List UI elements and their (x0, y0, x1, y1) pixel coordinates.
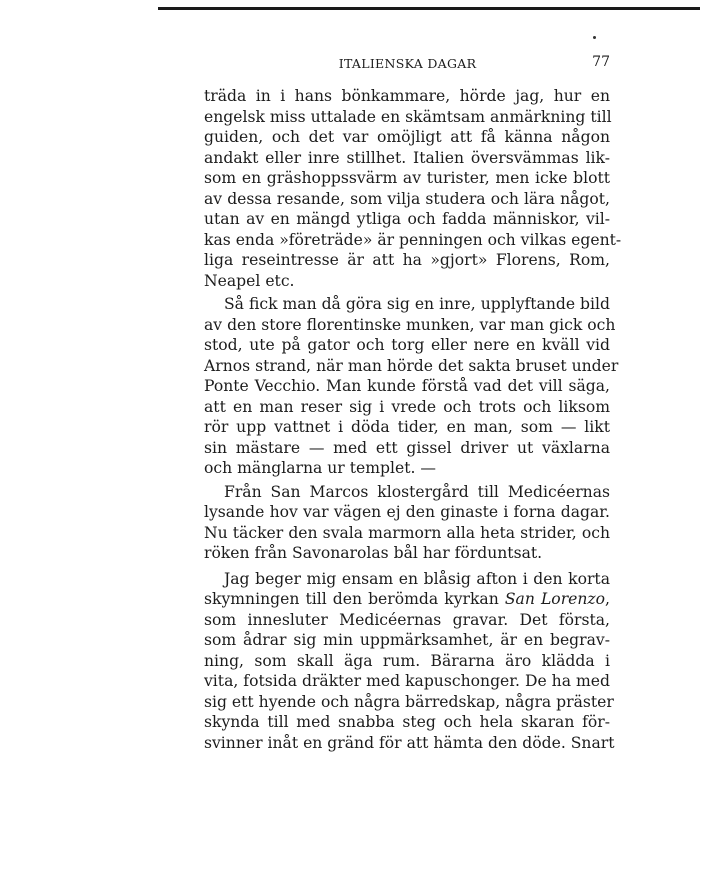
italic-church-name: San Lorenzo (504, 590, 606, 608)
text-line: som ådrar sig min uppmärksamhet, är en begrav- (204, 631, 610, 649)
text-line: skynda till med snabba steg och hela skaran för- (204, 713, 610, 731)
text-line: som en gräshoppssvärm av turister, men icke blott (204, 169, 610, 187)
text-line: engelsk miss uttalade en skämtsam anmärkning till (204, 107, 612, 126)
running-title: ITALIENSKA DAGAR (338, 56, 477, 71)
text-line: rör upp vattnet i döda tider, en man, som — likt (204, 418, 610, 436)
text-line: guiden, och det var omöjligt att få känna någon (204, 128, 610, 146)
page-number: 77 (592, 54, 610, 70)
text-line: Neapel etc. (204, 271, 295, 290)
text-line: Arnos strand, när man hörde det sakta bruset under (204, 356, 619, 375)
text-line: som innesluter Medicéernas gravar. Det första, (204, 610, 610, 629)
text-line: av den store florentinske munken, var man gick och (204, 315, 616, 334)
text-line: kas enda »företräde» är penningen och vilkas egent- (204, 230, 622, 249)
text-line: vita, fotsida dräkter med kapuschonger. De ha med (204, 672, 610, 690)
text-line: Ponte Vecchio. Man kunde förstå vad det vill säga, (204, 377, 610, 395)
text-line: Så fick man då göra sig en inre, upplyftande bild (224, 295, 610, 313)
text-line: Från San Marcos klostergård till Medicéernas (224, 482, 610, 501)
text-line: av dessa resande, som vilja studera och lära något, (204, 189, 610, 208)
text-line: och mänglarna ur templet. — (204, 459, 436, 477)
text-line: Jag beger mig ensam en blåsig afton i den korta (224, 569, 610, 588)
text-line: att en man reser sig i vrede och trots och liksom (204, 397, 610, 416)
text-line: stod, ute på gator och torg eller nere en kväll vid (204, 336, 610, 354)
text-line: svinner inåt en gränd för att hämta den döde. Snart (204, 733, 615, 752)
text-line: träda in i hans bönkammare, hörde jag, hur en (204, 87, 610, 105)
text-line: röken från Savonarolas bål har förduntsat. (204, 544, 543, 562)
text-line: Nu täcker den svala marmorn alla heta strider, och (204, 523, 610, 542)
text-line: liga reseintresse är att ha »gjort» Florens, Rom, (204, 251, 610, 269)
text-line: ning, som skall äga rum. Bärarna äro klädda i (204, 651, 610, 670)
speck (593, 36, 596, 39)
text-line: andakt eller inre stillhet. Italien översvämmas lik- (204, 148, 610, 167)
body-text (204, 86, 622, 753)
top-rule (158, 7, 700, 10)
text-line: lysande hov var vägen ej den ginaste i forna dagar. (204, 503, 610, 521)
running-head (205, 54, 610, 74)
text-line: utan av en mängd ytliga och fadda människor, vil- (204, 210, 610, 228)
text-line: skymningen till den berömda kyrkan San Lorenzo, (204, 590, 610, 608)
text-line: sin mästare — med ett gissel driver ut växlarna (204, 438, 610, 457)
text-line: sig ett hyende och några bärredskap, några präster (204, 692, 614, 711)
